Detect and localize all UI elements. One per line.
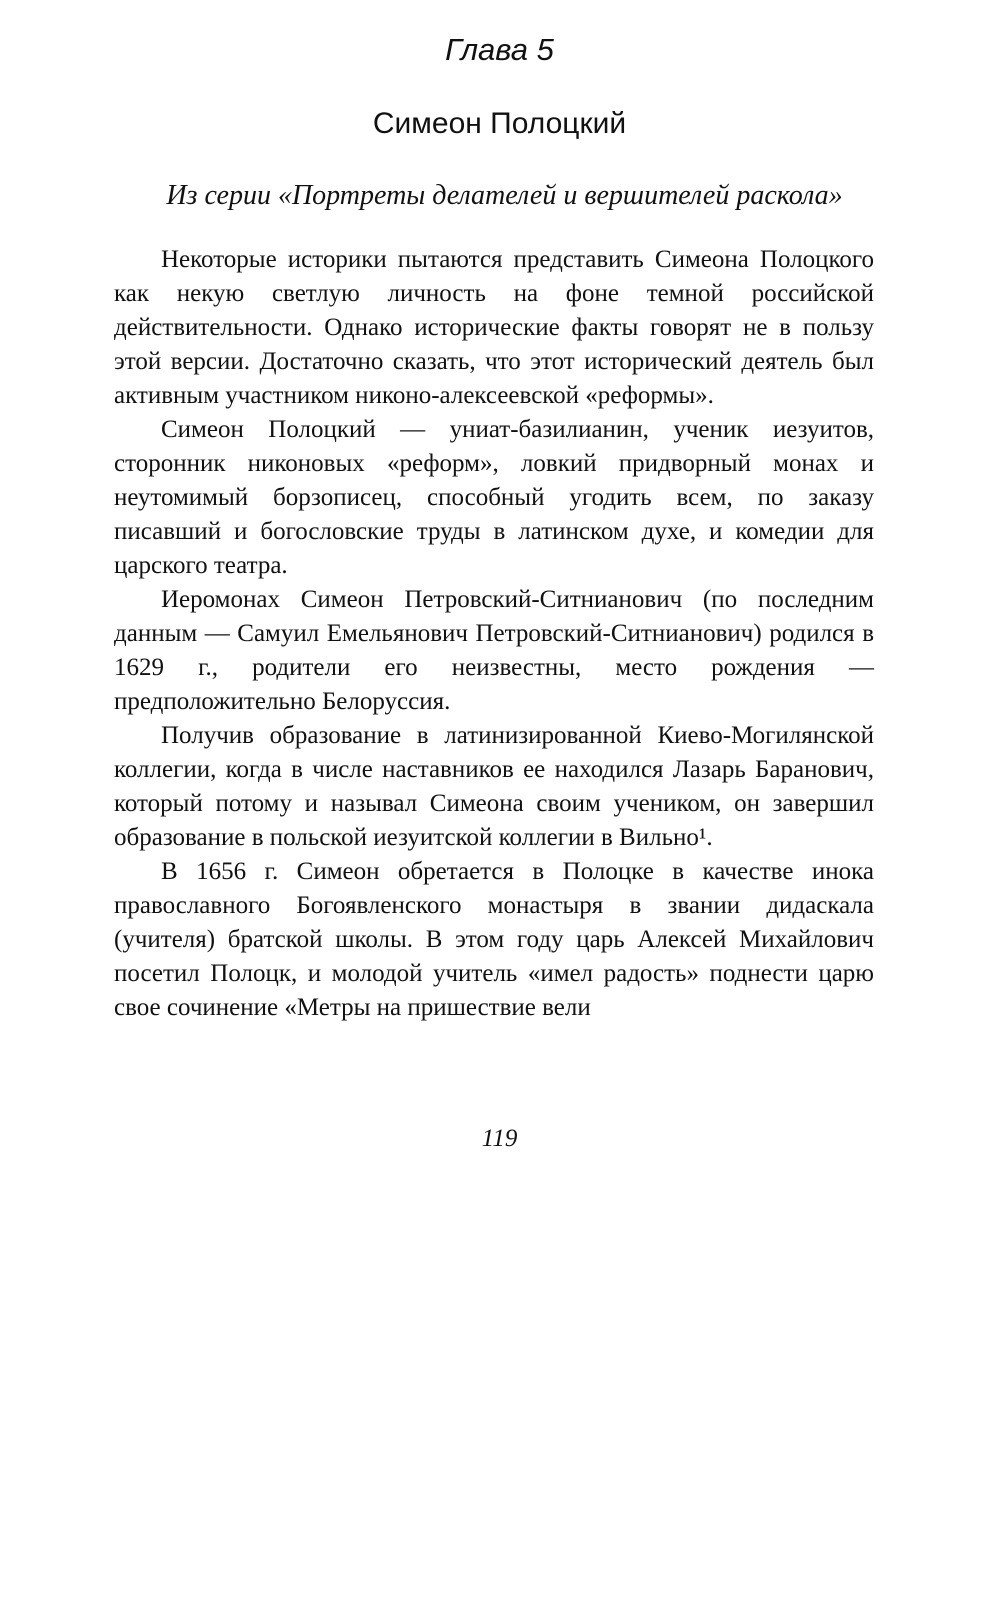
- chapter-label: Глава 5: [445, 32, 554, 67]
- paragraph-4: Получив образование в латинизированной Киево-Могилянской коллегии, когда в числе наставников ее находился Лазарь Баранович, который потому и называл Симеона своим учеником, он завершил образование в польской иезуитской коллегии в Вильно¹.: [114, 722, 874, 851]
- chapter-subtitle: Из серии «Портреты делателей и вершителей раскола»: [166, 180, 843, 211]
- paragraph-1: Некоторые историки пытаются представить Симеона Полоцкого как некую светлую личность на фоне темной российской действительности. Однако исторические факты говорят не в пользу этой версии. Достаточно сказать, что этот исторический деятель был активным участником никоно-алексеевской «реформы».: [114, 246, 874, 409]
- paragraph-5: В 1656 г. Симеон обретается в Полоцке в качестве инока православного Богоявленского монастыря в звании дидаскала (учителя) братской школы. В этом году царь Алексей Михайлович посетил Полоцк, и молодой учитель «имел радость» поднести царю свое сочинение «Метры на пришествие вели: [114, 858, 874, 1021]
- chapter-title: Симеон Полоцкий: [372, 107, 627, 140]
- paragraph-3: Иеромонах Симеон Петровский-Ситнианович (по последним данным — Самуил Емельянович Петровский-Ситнианович) родился в 1629 г., родители его неизвестны, место рождения — предположительно Белоруссия.: [114, 586, 874, 715]
- body-text: [114, 243, 874, 1025]
- page-number: 119: [481, 1125, 518, 1152]
- paragraph-2: Симеон Полоцкий — униат-базилианин, ученик иезуитов, сторонник никоновых «реформ», ловкий придворный монах и неутомимый борзописец, способный угодить всем, по заказу писавший и богословские труды в латинском духе, и комедии для царского театра.: [114, 416, 874, 579]
